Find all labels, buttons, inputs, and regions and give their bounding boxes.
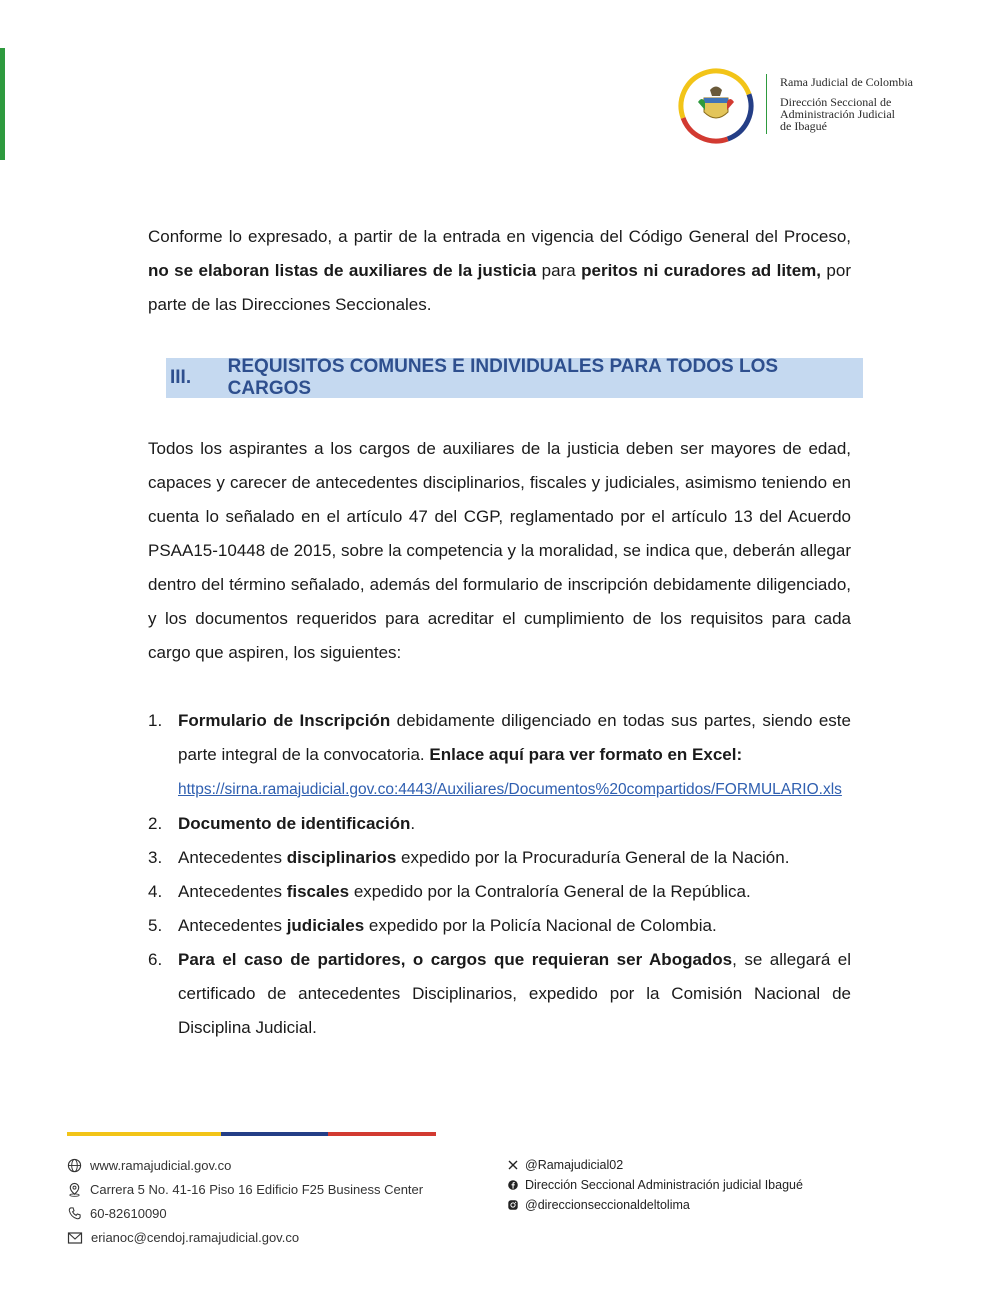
item-number: 5. <box>148 916 163 935</box>
item-number: 2. <box>148 814 163 833</box>
website-text: www.ramajudicial.gov.co <box>90 1158 232 1173</box>
bold-run: Para el caso de partidores, o cargos que requieran ser Abogados <box>178 950 733 969</box>
text-run: , se allegará el certificado de antecedentes Disciplinarios, expedido por la Comisión Nacional de Disciplina Judicial. <box>178 950 851 1037</box>
section-title: REQUISITOS COMUNES E INDIVIDUALES PARA TODOS LOS CARGOS <box>227 356 779 399</box>
bold-run: fiscales <box>286 882 350 901</box>
list-item <box>148 807 851 841</box>
item-content <box>178 704 851 807</box>
facebook-icon <box>508 1180 518 1190</box>
bold-run: Enlace aquí para ver formato en Excel: <box>429 745 743 764</box>
org-name: Rama Judicial de Colombia <box>780 75 913 89</box>
bold-run: judiciales <box>286 916 365 935</box>
text-run: debidamente diligenciado en todas sus partes, siendo este parte integral de la convocatoria. <box>178 711 851 764</box>
section-heading <box>166 358 863 398</box>
item-number: 6. <box>148 950 163 969</box>
item-content <box>178 841 851 875</box>
list-item <box>148 841 851 875</box>
list-item <box>148 704 851 807</box>
footer-instagram[interactable] <box>508 1198 690 1212</box>
text-run: para <box>536 261 582 280</box>
facebook-page: Dirección Seccional Administración judicial Ibagué <box>525 1178 803 1192</box>
twitter-handle: @Ramajudicial02 <box>525 1158 624 1172</box>
text-run: Antecedentes <box>178 882 287 901</box>
footer-facebook[interactable] <box>508 1178 803 1192</box>
item-content <box>178 943 851 1045</box>
footer-twitter[interactable] <box>508 1158 623 1172</box>
rama-judicial-seal-logo <box>678 68 754 144</box>
item-number: 4. <box>148 882 163 901</box>
text-run: expedido por la Procuraduría General de la Nación. <box>396 848 790 867</box>
division-line-2: Administración Judicial <box>780 107 895 121</box>
item-number: 1. <box>148 711 163 730</box>
division-line-3: de Ibagué <box>780 119 827 133</box>
stripe-blue <box>221 1132 328 1136</box>
x-twitter-icon <box>508 1160 518 1170</box>
requirements-list <box>148 704 851 1045</box>
bold-run: Formulario de Inscripción <box>178 711 391 730</box>
item-content <box>178 807 851 841</box>
text-run: Antecedentes <box>178 848 287 867</box>
instagram-handle: @direccionseccionaldeltolima <box>525 1198 690 1212</box>
text-run: expedido por la Contraloría General de la República. <box>349 882 751 901</box>
item-number: 3. <box>148 848 163 867</box>
text-run: Conforme lo expresado, a partir de la entrada en vigencia del Código General del Proceso, <box>148 227 851 246</box>
logo-divider <box>766 74 767 134</box>
text-run: por parte de las Direcciones Seccionales. <box>148 261 852 314</box>
division-line-1: Dirección Seccional de <box>780 95 892 109</box>
text-run: expedido por la Policía Nacional de Colombia. <box>364 916 717 935</box>
bold-run: disciplinarios <box>286 848 397 867</box>
list-item <box>148 875 851 909</box>
bold-run: no se elaboran listas de auxiliares de la justicia <box>148 261 537 280</box>
item-content <box>178 909 851 943</box>
text-run: Antecedentes <box>178 916 287 935</box>
stripe-red <box>328 1132 436 1136</box>
instagram-icon <box>508 1200 518 1210</box>
phone-text: 60-82610090 <box>90 1206 167 1221</box>
list-item <box>148 943 851 1045</box>
footer-email[interactable] <box>67 1230 299 1245</box>
excel-form-link[interactable]: https://sirna.ramajudicial.gov.co:4443/Auxiliares/Documentos%20compartidos/FORMULARIO.xls <box>178 781 842 798</box>
bold-run: peritos ni curadores ad litem, <box>581 261 822 280</box>
bold-run: Documento de identificación <box>178 814 411 833</box>
address-text: Carrera 5 No. 41-16 Piso 16 Edificio F25 Business Center <box>90 1182 424 1197</box>
flag-stripes <box>67 1132 436 1136</box>
stripe-yellow <box>67 1132 221 1136</box>
requirements-intro-paragraph: Todos los aspirantes a los cargos de auxiliares de la justicia deben ser mayores de edad, capaces y carecer de antecedentes disciplinarios, fiscales y judiciales, asimismo teniendo en cuenta lo señalado en el artículo 47 del CGP, reglamentado por el artículo 13 del Acuerdo PSAA15-10448 de 2015, sobre la competencia y la moralidad, se indica que, deberán allegar dentro del término señalado, además del formulario de inscripción debidamente diligenciado, y los documentos requeridos para acreditar el cumplimiento de los requisitos para cada cargo que aspiren, los siguientes: <box>148 439 851 662</box>
left-accent-bar <box>0 48 5 160</box>
envelope-icon <box>67 1230 83 1245</box>
phone-icon <box>67 1206 82 1221</box>
location-pin-icon <box>67 1182 82 1197</box>
section-number: III. <box>170 367 192 388</box>
globe-icon <box>67 1158 82 1173</box>
footer-phone[interactable] <box>67 1206 167 1221</box>
text-run: . <box>410 814 416 833</box>
list-item <box>148 909 851 943</box>
footer-website[interactable] <box>67 1158 231 1173</box>
footer-address <box>67 1182 423 1197</box>
intro-paragraph <box>148 220 851 322</box>
email-text: erianoc@cendoj.ramajudicial.gov.co <box>91 1230 300 1245</box>
item-content <box>178 875 851 909</box>
organization-name-block <box>780 74 913 132</box>
